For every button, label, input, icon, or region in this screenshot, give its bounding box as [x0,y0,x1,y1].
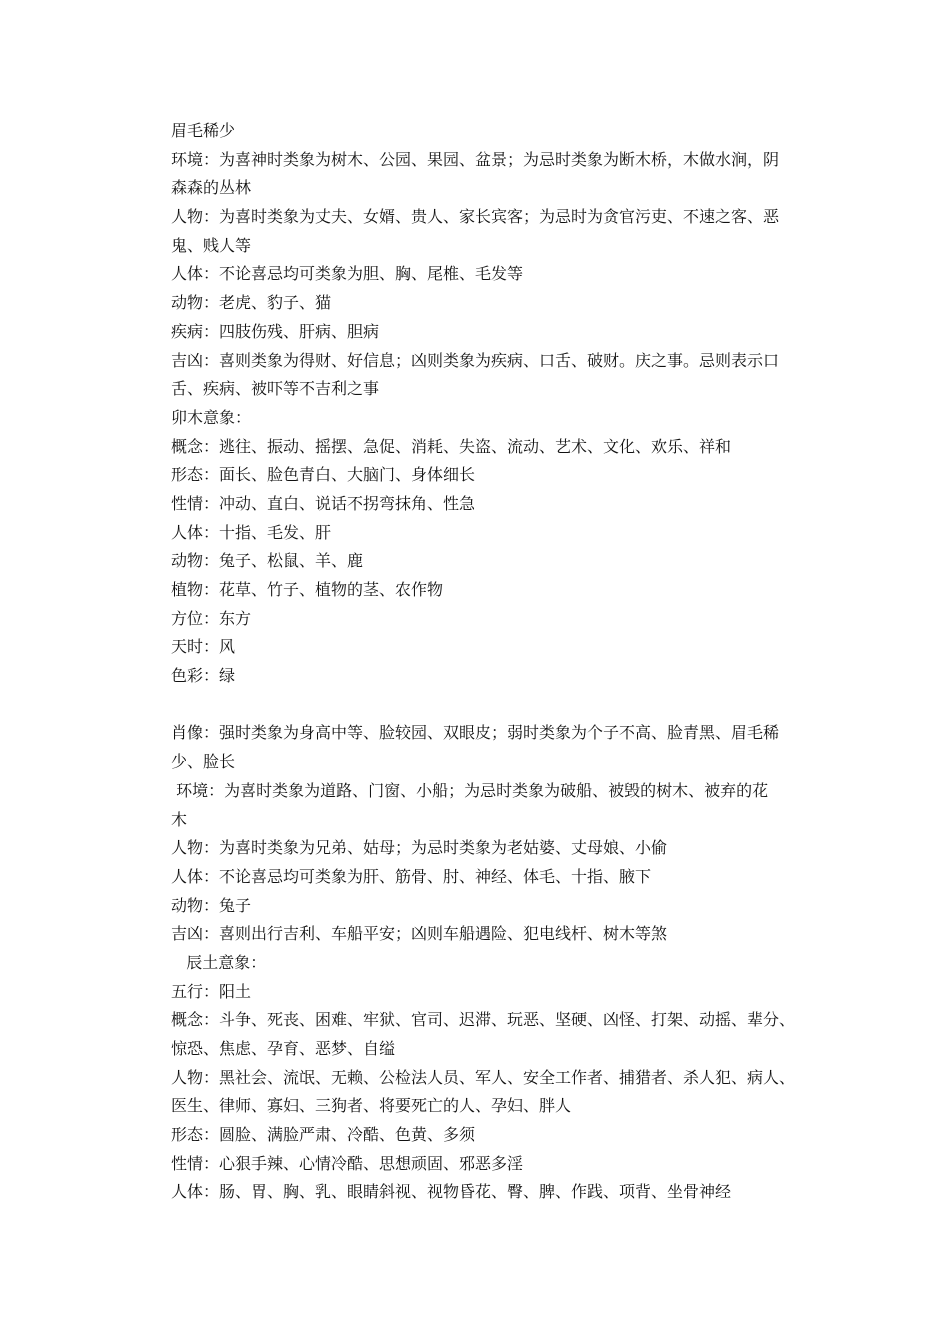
text-line: 环境：为喜神时类象为树木、公园、果园、盆景；为忌时类象为断木桥，木做水涧，阴 [171,149,780,169]
text-line: 疾病：四肢伤残、肝病、胆病 [171,321,380,341]
text-line: 动物：老虎、豹子、猫 [171,293,332,313]
text-line: 概念：逃往、振动、摇摆、急促、消耗、失盗、流动、艺术、文化、欢乐、祥和 [171,436,732,456]
text-line: 人物：黑社会、流氓、无赖、公检法人员、军人、安全工作者、捕猎者、杀人犯、病人、 [171,1067,796,1087]
text-line: 人体：不论喜忌均可类象为肝、筋骨、肘、神经、体毛、十指、腋下 [171,866,652,886]
section-heading: 卯木意象： [171,407,252,427]
text-line: 人体：肠、胃、胸、乳、眼睛斜视、视物昏花、臀、脾、作践、项背、坐骨神经 [171,1182,732,1202]
text-line: 鬼、贱人等 [171,235,252,255]
text-line: 舌、疾病、被吓等不吉利之事 [171,379,380,399]
text-line: 形态：面长、脸色青白、大脑门、身体细长 [171,465,476,485]
blank-line [171,691,821,720]
text-line: 吉凶：喜则类象为得财、好信息；凶则类象为疾病、口舌、破财。庆之事。忌则表示口 [171,350,780,370]
text-line: 木 [171,809,188,829]
text-line: 色彩：绿 [171,666,236,686]
section-heading: 辰土意象： [171,952,267,972]
document-body [171,117,821,1207]
text-line: 人物：为喜时类象为丈夫、女婿、贵人、家长宾客；为忌时为贪官污吏、不速之客、恶 [171,207,780,227]
text-line: 五行：阳土 [171,981,252,1001]
text-line: 方位：东方 [171,608,252,628]
text-line: 肖像：强时类象为身高中等、脸较园、双眼皮；弱时类象为个子不高、脸青黑、眉毛稀 [171,723,780,743]
text-line: 眉毛稀少 [171,121,236,140]
text-line: 植物：花草、竹子、植物的茎、农作物 [171,580,444,599]
text-line: 人物：为喜时类象为兄弟、姑母；为忌时类象为老姑婆、丈母娘、小偷 [171,838,668,858]
text-line: 惊恐、焦虑、孕育、恶梦、自缢 [171,1039,396,1058]
text-line: 环境：为喜时类象为道路、门窗、小船；为忌时类象为破船、被毁的树木、被弃的花 [171,780,769,800]
text-line: 医生、律师、寡妇、三狗者、将要死亡的人、孕妇、胖人 [171,1096,572,1116]
text-line: 性情：心狠手辣、心情冷酷、思想顽固、邪恶多淫 [171,1153,524,1173]
text-line: 人体：十指、毛发、肝 [171,522,332,542]
text-line: 森森的丛林 [171,178,252,198]
text-line: 概念：斗争、死丧、困难、牢狱、官司、迟滞、玩恶、坚硬、凶怪、打架、动摇、辈分、 [171,1010,796,1030]
text-line: 动物：兔子、松鼠、羊、鹿 [171,551,364,571]
text-line: 少、脸长 [171,752,236,772]
text-line: 性情：冲动、直白、说话不拐弯抹角、性急 [171,493,476,513]
text-line: 吉凶：喜则出行吉利、车船平安；凶则车船遇险、犯电线杆、树木等煞 [171,924,668,944]
text-line: 人体：不论喜忌均可类象为胆、胸、尾椎、毛发等 [171,264,524,284]
text-line: 形态：圆脸、满脸严肃、冷酷、色黄、多须 [171,1125,476,1145]
text-line: 天时：风 [171,637,236,657]
text-line: 动物：兔子 [171,895,252,915]
